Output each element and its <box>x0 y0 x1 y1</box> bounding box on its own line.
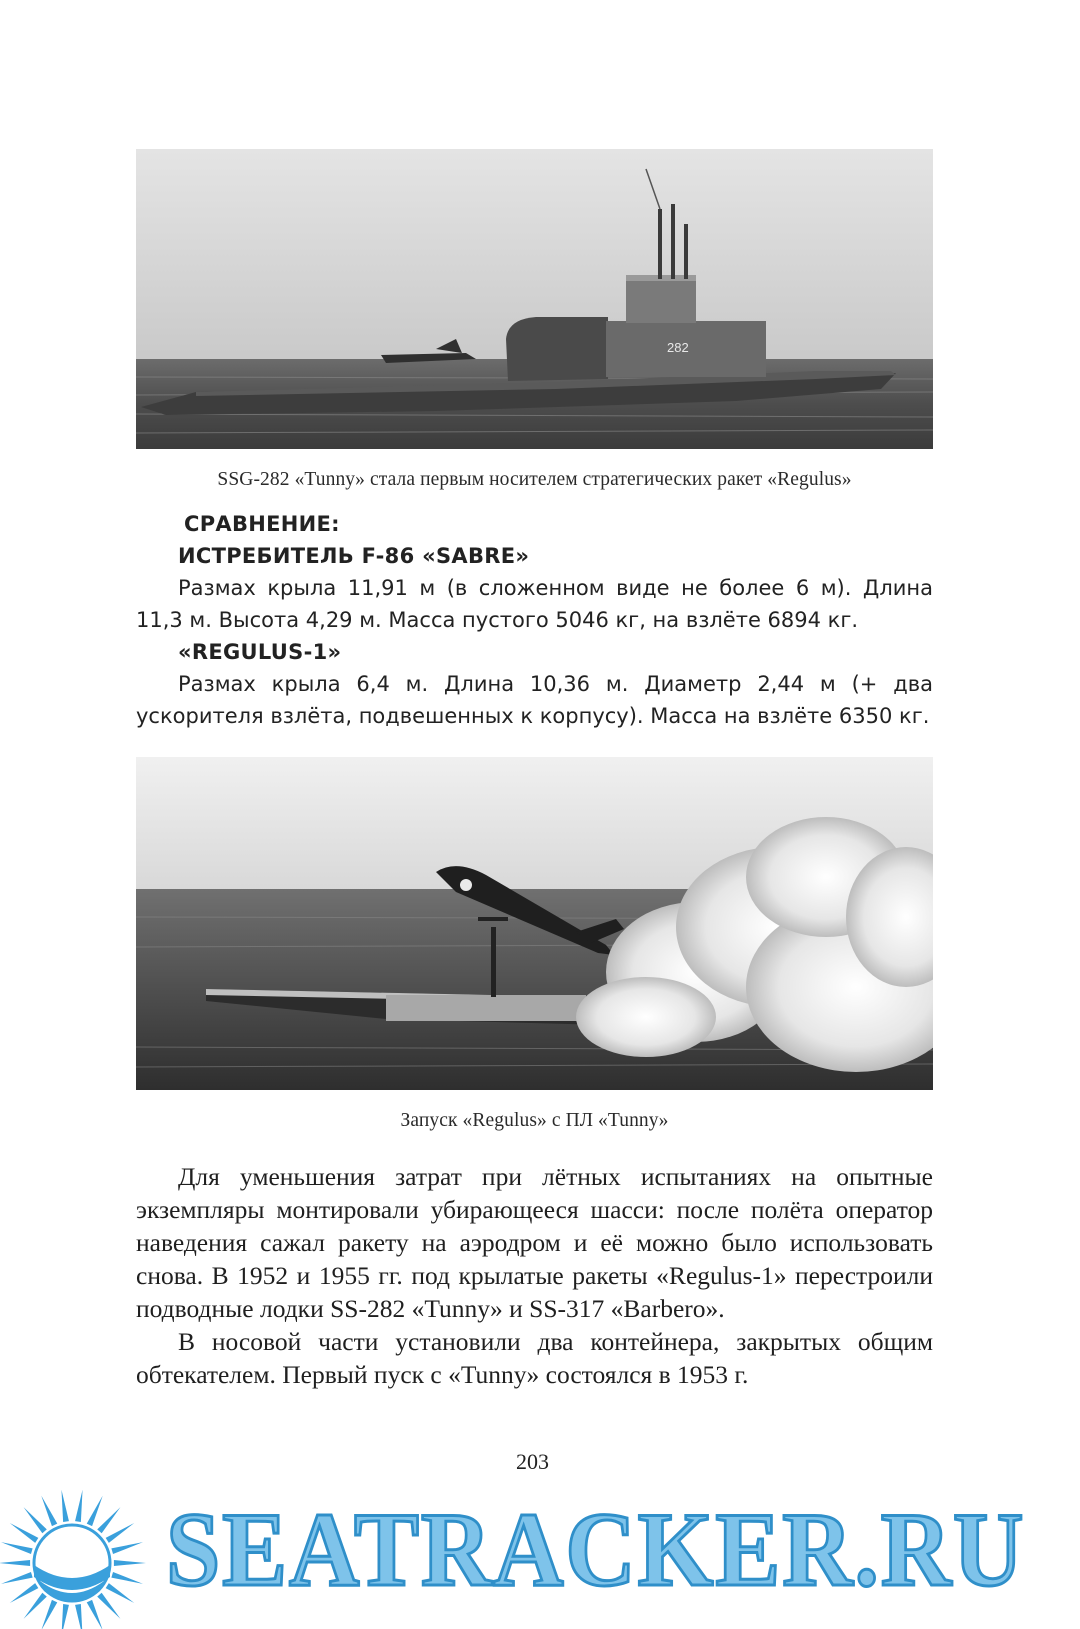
sun-ray <box>106 1523 135 1543</box>
sun-ray <box>0 1560 30 1566</box>
sun-ray <box>10 1523 39 1543</box>
comparison-item-text: Размах крыла 6,4 м. Длина 10,36 м. Диаметр 2,44 м (+ два ускорителя взлёта, подвешенных к корпусу). Масса на взлёте 6350 кг. <box>136 672 933 728</box>
sun-ray <box>24 1507 47 1533</box>
sun-ray <box>87 1600 103 1629</box>
watermark <box>0 1481 1080 1629</box>
watermark-text: SEATRACKER.RU <box>166 1491 1026 1608</box>
sun-ray <box>41 1600 57 1629</box>
sun-ray <box>97 1593 120 1619</box>
hull-number: 282 <box>667 340 689 355</box>
sun-ray <box>106 1583 135 1603</box>
comparison-heading: СРАВНЕНИЕ: <box>184 512 340 536</box>
submarine-illustration <box>136 149 933 449</box>
sun-ray <box>1 1542 33 1554</box>
photo-caption: Запуск «Regulus» с ПЛ «Tunny» <box>400 1110 669 1131</box>
comparison-item-title: «REGULUS-1» <box>178 640 342 664</box>
sun-ray <box>75 1604 82 1629</box>
sun-icon <box>0 1481 165 1629</box>
sun-ray <box>10 1583 39 1603</box>
missile-launch-illustration <box>136 757 933 1090</box>
paragraph: Для уменьшения затрат при лётных испытаниях на опытные экземпляры монтировали убирающееся шасси: после полёта оператор наведения сажал ракету на аэродром и её можно было использовать снова. В 1952 и 1955 гг. под крылатые ракеты «Regulus-1» перестроили подводные лодки SS-282 «Tunny» и SS-317 «Barbero». <box>136 1162 933 1323</box>
comparison-item-text: Размах крыла 11,91 м (в сложенном виде не более 6 м). Длина 11,3 м. Высота 4,29 м. Масса пустого 5046 кг, на взлёте 6894 кг. <box>136 576 933 632</box>
submarine-photo <box>136 149 933 449</box>
launch-photo <box>136 757 933 1090</box>
body-text <box>136 1160 933 1391</box>
photo-caption: SSG-282 «Tunny» стала первым носителем стратегических ракет «Regulus» <box>217 469 852 490</box>
sun-ray <box>75 1490 82 1522</box>
comparison-block <box>136 508 933 732</box>
sun-ray <box>61 1490 68 1522</box>
page-number: 203 <box>516 1449 549 1474</box>
sun-ray <box>111 1542 143 1554</box>
sun-ray <box>24 1593 47 1619</box>
sun-ray <box>61 1604 68 1629</box>
sun-ray <box>97 1507 120 1533</box>
sun-ray <box>41 1496 57 1526</box>
comparison-item-title: ИСТРЕБИТЕЛЬ F-86 «SABRE» <box>178 544 530 568</box>
sun-ray <box>1 1572 33 1584</box>
paragraph: В носовой части установили два контейнера, закрытых общим обтекателем. Первый пуск с «Tunny» состоялся в 1953 г. <box>136 1327 933 1389</box>
sun-ray <box>87 1496 103 1526</box>
sun-ray <box>114 1560 146 1566</box>
sun-ray <box>111 1572 143 1584</box>
